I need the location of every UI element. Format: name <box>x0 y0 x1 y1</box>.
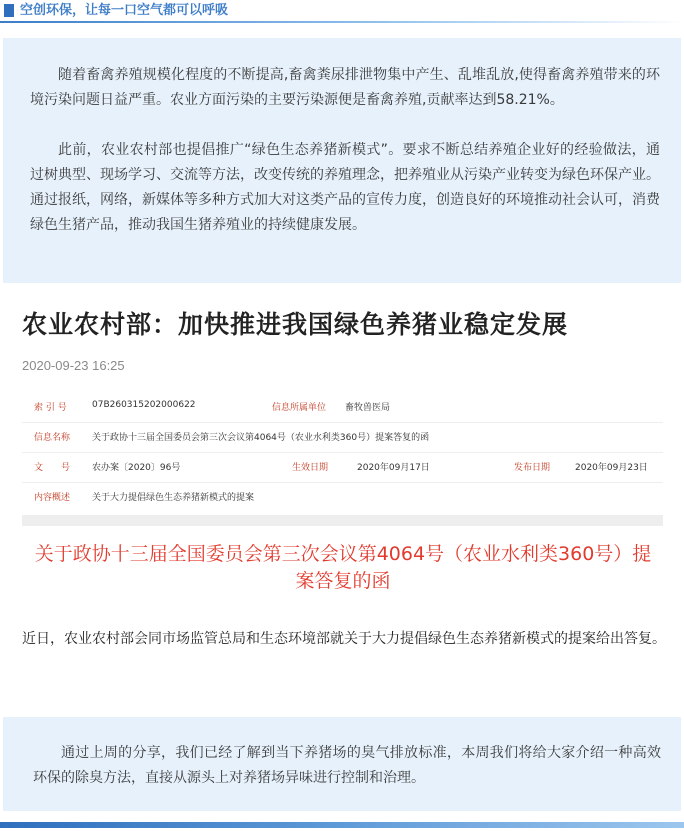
name-value: 关于政协十三届全国委员会第三次会议第4064号（农业水利类360号）提案答复的函 <box>92 433 430 443</box>
article-date: 2020-09-23 16:25 <box>22 358 125 373</box>
bottom-divider <box>0 822 684 828</box>
top-header <box>0 0 684 22</box>
effective-date-label: 生效日期 <box>292 463 329 473</box>
org-label: 信息所属单位 <box>272 403 327 413</box>
org-value: 畜牧兽医局 <box>345 403 391 413</box>
intro-paragraph-2: 此前，农业农村部也提倡推广“绿色生态养猪新模式”。要求不断总结养殖企业好的经验做法，通过树典型、现场学习、交流等方法，改变传统的养殖理念，把养殖业从污染产业转变为绿色环保产业。通过报纸，网络，新媒体等多种方式加大对这类产品的宣传力度，创造良好的环境推动社会认可，消费绿色生猪产品，推动我国生猪养殖业的持续健康发展。 <box>30 142 660 233</box>
info-row-name <box>22 423 663 453</box>
summary-value: 关于大力提倡绿色生态养猪新模式的提案 <box>92 493 255 503</box>
info-row-summary <box>22 483 663 512</box>
body-paragraph: 近日，农业农村部会同市场监管总局和生态环境部就关于大力提倡绿色生态养猪新模式的提案给出答复。 <box>22 631 666 647</box>
outro-paragraph: 通过上周的分享，我们已经了解到当下养猪场的臭气排放标准，本周我们将给大家介绍一种高效环保的除臭方法，直接从源头上对养猪场异味进行控制和治理。 <box>33 745 661 786</box>
outro-box <box>3 717 681 811</box>
info-row-doc <box>22 453 663 483</box>
info-table <box>22 393 663 515</box>
header-divider <box>0 21 684 23</box>
effective-date-value: 2020年09月17日 <box>357 463 430 473</box>
intro-paragraph-1: 随着畜禽养殖规模化程度的不断提高,畜禽粪尿排泄物集中产生、乱堆乱放,使得畜禽养殖带来的环境污染问题日益严重。农业方面污染的主要污染源便是畜禽养殖,贡献率达到58.21%。 <box>30 67 660 108</box>
doc-number-label: 文 号 <box>34 463 71 473</box>
doc-number-value: 农办案〔2020〕96号 <box>92 463 181 473</box>
publish-date-label: 发布日期 <box>514 463 551 473</box>
reply-title: 关于政协十三届全国委员会第三次会议第4064号（农业水利类360号）提案答复的函 <box>34 543 652 592</box>
info-table-footer <box>22 515 663 526</box>
header-accent-block <box>4 4 14 17</box>
publish-date-value: 2020年09月23日 <box>575 463 648 473</box>
header-title: 空创环保，让每一口空气都可以呼吸 <box>20 3 229 18</box>
name-label: 信息名称 <box>34 433 71 443</box>
summary-label: 内容概述 <box>34 493 71 503</box>
article-title: 农业农村部：加快推进我国绿色养猪业稳定发展 <box>22 310 569 339</box>
index-value: 07B260315202000622 <box>92 400 196 410</box>
intro-box <box>3 38 681 283</box>
index-label: 索 引 号 <box>34 403 67 413</box>
info-row-index <box>22 393 663 423</box>
